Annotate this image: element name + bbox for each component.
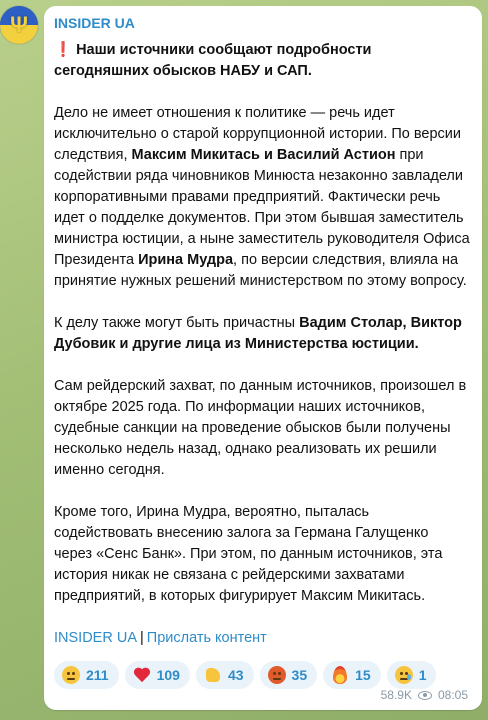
message-bubble	[44, 6, 482, 710]
paragraph-5: Кроме того, Ирина Мудра, вероятно, пыталась содействовать внесению залога за Германа Галущенко через «Сенс Банк». При этом, по данным источников, эта история никак не связана с рейдерскими захватами предприятий, в которых фигурирует Максим Микитась.	[54, 504, 443, 604]
reaction-thumbs-up[interactable]	[196, 661, 254, 689]
p2-text-1: Дело не имеет отношения к политике — речь идет исключительно о старой коррупционной истории. По версии следствия,	[54, 105, 462, 163]
p2-text-2: при содействии ряда чиновников Минюста незаконно завладели корпоративными правами предприятий. Фактически речь идет о подделке документов. При этом бывшая заместитель министра юстиции, а ныне заместитель руководителя Офиса Президента	[54, 147, 470, 268]
footer-links	[54, 628, 470, 649]
message-time: 08:05	[437, 688, 468, 702]
reaction-heart[interactable]	[125, 661, 190, 689]
p2-bold-2: Ирина Мудра	[138, 252, 234, 268]
submit-content-link[interactable]: Прислать контент	[146, 630, 267, 646]
paragraph-3	[54, 313, 470, 355]
channel-name[interactable]: INSIDER UA	[54, 15, 135, 31]
paragraph-4: Сам рейдерский захват, по данным источников, произошел в октябре 2025 года. По информации наших источников, судебные санкции на проведение обысков были получены несколько недель назад, однако реализовать их решили именно сегодня.	[54, 378, 467, 478]
paragraph-2	[54, 103, 470, 292]
reaction-count: 43	[227, 667, 244, 683]
trident-icon: Ψ	[10, 12, 28, 37]
p3-text-1: К делу также могут быть причастны	[54, 315, 300, 331]
headline-text: Наши источники сообщают подробности сегодняшних обысков НАБУ и САП.	[54, 42, 372, 79]
headline	[54, 40, 470, 82]
p2-bold-1: Максим Микитась и Василий Астион	[131, 147, 396, 163]
p3-bold-1: Вадим Столар, Виктор Дубовик и другие лица из Министерства юстиции.	[54, 315, 462, 352]
reaction-count: 15	[355, 667, 371, 683]
thinking-face-icon	[62, 666, 80, 684]
p2-text-3: , по версии следствия, влияла на принятие нужных решений министерством по этому вопросу.	[54, 252, 467, 289]
red-heart-icon	[133, 666, 151, 684]
message-text	[54, 40, 470, 607]
view-count: 58.9K	[380, 688, 412, 702]
reaction-angry[interactable]	[260, 661, 318, 689]
thumbs-up-icon	[206, 668, 220, 682]
reaction-count: 211	[86, 667, 109, 683]
angry-face-icon	[268, 666, 286, 684]
link-separator: |	[140, 630, 144, 646]
channel-link[interactable]: INSIDER UA	[54, 630, 137, 646]
reaction-count: 109	[156, 667, 180, 683]
message-meta	[381, 688, 468, 702]
crying-face-icon	[395, 666, 413, 684]
fire-icon	[333, 666, 347, 684]
reaction-thinking[interactable]	[54, 661, 119, 689]
exclamation-icon: ❗	[54, 42, 73, 58]
reaction-fire[interactable]	[323, 661, 381, 689]
reactions-bar	[54, 661, 470, 689]
reaction-count: 35	[291, 667, 308, 683]
views-eye-icon	[418, 691, 432, 700]
reaction-crying[interactable]	[387, 661, 437, 689]
channel-avatar[interactable]	[0, 6, 38, 44]
reaction-count: 1	[418, 667, 427, 683]
